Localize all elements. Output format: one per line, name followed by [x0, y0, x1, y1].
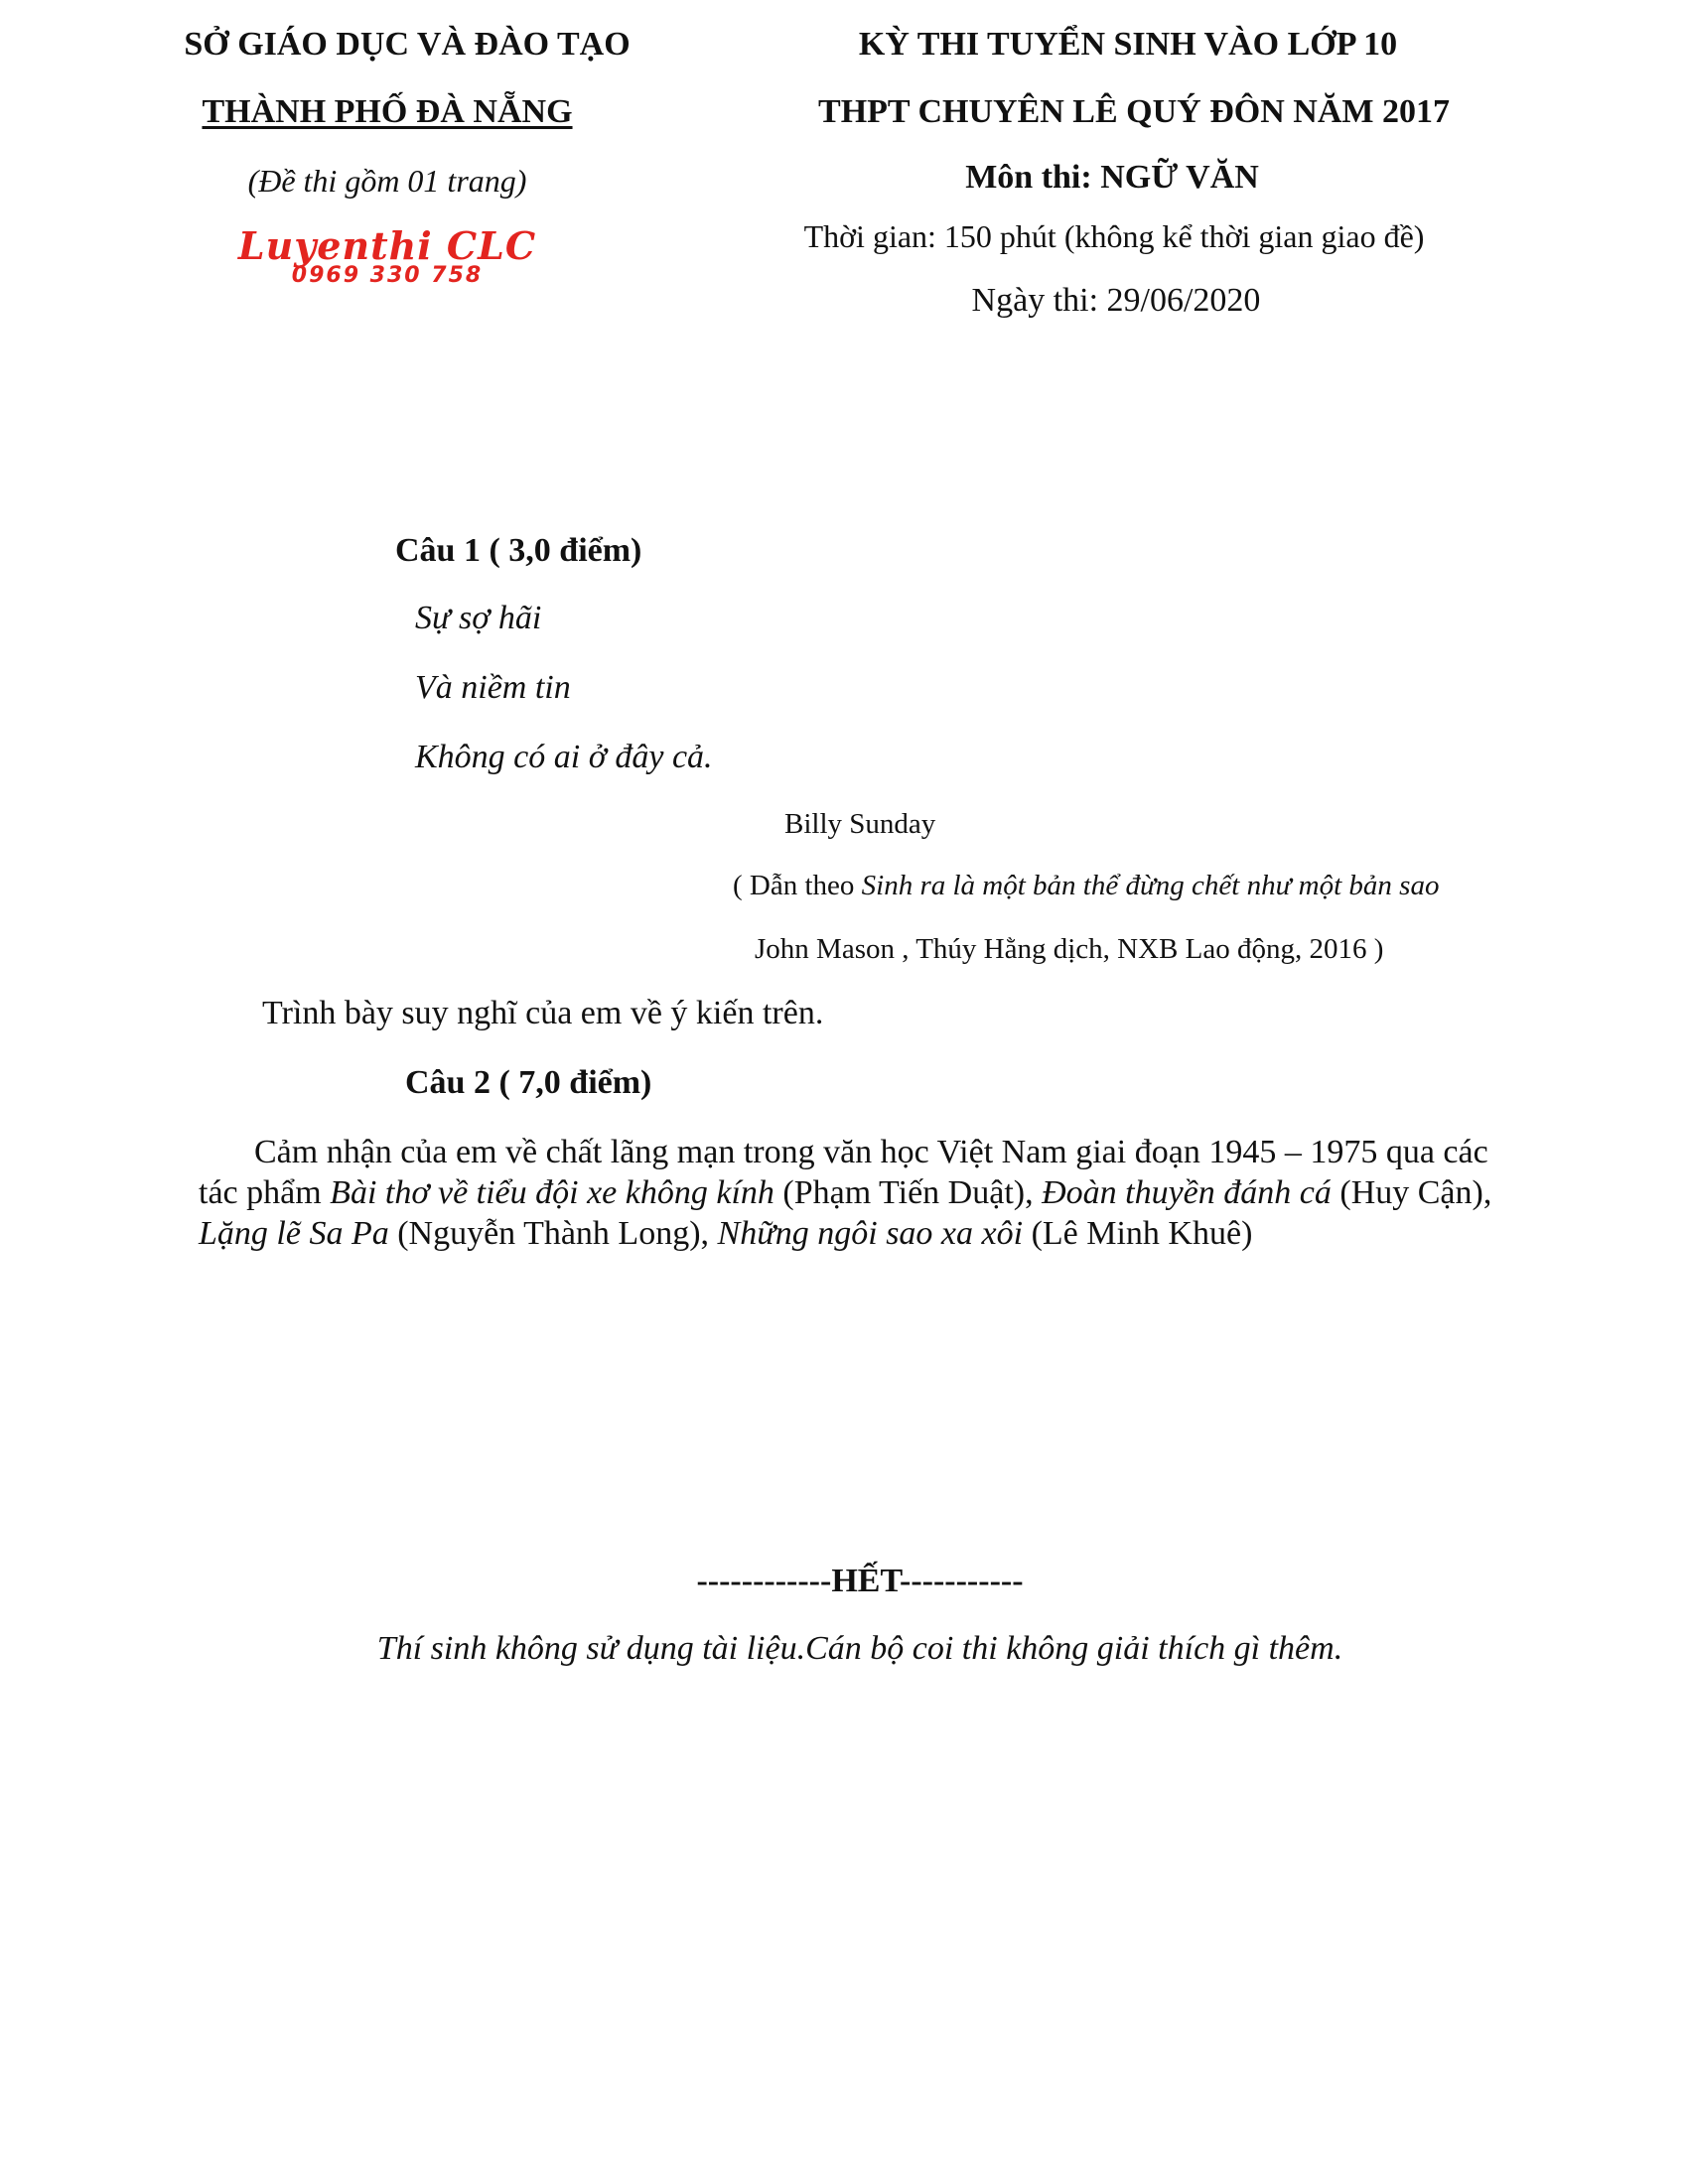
candidate-note: Thí sinh không sử dụng tài liệu.Cán bộ coi thi không giải thích gì thêm.	[376, 1630, 1343, 1667]
subject-line	[965, 159, 1259, 197]
subject-name: NGỮ VĂN	[1100, 159, 1259, 196]
q2-work-3: Lặng lẽ Sa Pa	[199, 1215, 389, 1252]
luyenthi-logo	[237, 223, 537, 288]
poem-line-3: Không có ai ở đây cả.	[415, 739, 713, 775]
school-year-title: THPT CHUYÊN LÊ QUÝ ĐÔN NĂM 2017	[818, 93, 1450, 130]
department-name: SỞ GIÁO DỤC VÀ ĐÀO TẠO	[184, 26, 631, 63]
city-name: THÀNH PHỐ ĐÀ NẴNG	[202, 93, 573, 130]
question-1-heading: Câu 1 ( 3,0 điểm)	[395, 532, 642, 569]
logo-phone: 0969 330 758	[291, 263, 484, 288]
q2-text-5: (Lê Minh Khuê)	[1023, 1215, 1253, 1252]
q2-text-3: (Huy Cận),	[1331, 1174, 1492, 1211]
pages-note: (Đề thi gồm 01 trang)	[247, 163, 527, 199]
exam-title: KỲ THI TUYỂN SINH VÀO LỚP 10	[858, 26, 1398, 63]
exam-duration: Thời gian: 150 phút (không kể thời gian giao đề)	[803, 218, 1425, 254]
end-mark: ------------HẾT-----------	[696, 1563, 1024, 1599]
quote-source-line-2: John Mason , Thúy Hằng dịch, NXB Lao động, 2016 )	[755, 933, 1384, 965]
quote-author: Billy Sunday	[784, 808, 936, 840]
q2-text-1: Cảm nhận của em về chất lãng mạn trong văn học Việt Nam giai đoạn 1945 – 1975 qua các tác phẩm	[199, 1134, 1488, 1211]
logo-name: Luyenthi CLC	[237, 223, 537, 268]
q2-work-1: Bài thơ về tiểu đội xe không kính	[330, 1174, 774, 1211]
exam-date: Ngày thi: 29/06/2020	[971, 282, 1261, 319]
q2-work-2: Đoàn thuyền đánh cá	[1042, 1174, 1332, 1211]
poem-line-1: Sự sợ hãi	[415, 600, 542, 636]
source-prefix: ( Dẫn theo	[733, 870, 862, 901]
quote-source	[733, 870, 1439, 902]
question-1-task: Trình bày suy nghĩ của em về ý kiến trên.	[262, 995, 824, 1031]
q2-text-2: (Phạm Tiến Duật),	[774, 1174, 1043, 1211]
question-2-prompt	[199, 1132, 1519, 1254]
q2-work-4: Những ngôi sao xa xôi	[717, 1215, 1024, 1252]
subject-label: Môn thi:	[965, 159, 1101, 196]
poem-line-2: Và niềm tin	[415, 669, 571, 706]
q2-text-4: (Nguyễn Thành Long),	[388, 1215, 718, 1252]
source-book-title: Sinh ra là một bản thể đừng chết như một bản sao	[861, 870, 1440, 901]
question-2-heading: Câu 2 ( 7,0 điểm)	[405, 1064, 652, 1101]
